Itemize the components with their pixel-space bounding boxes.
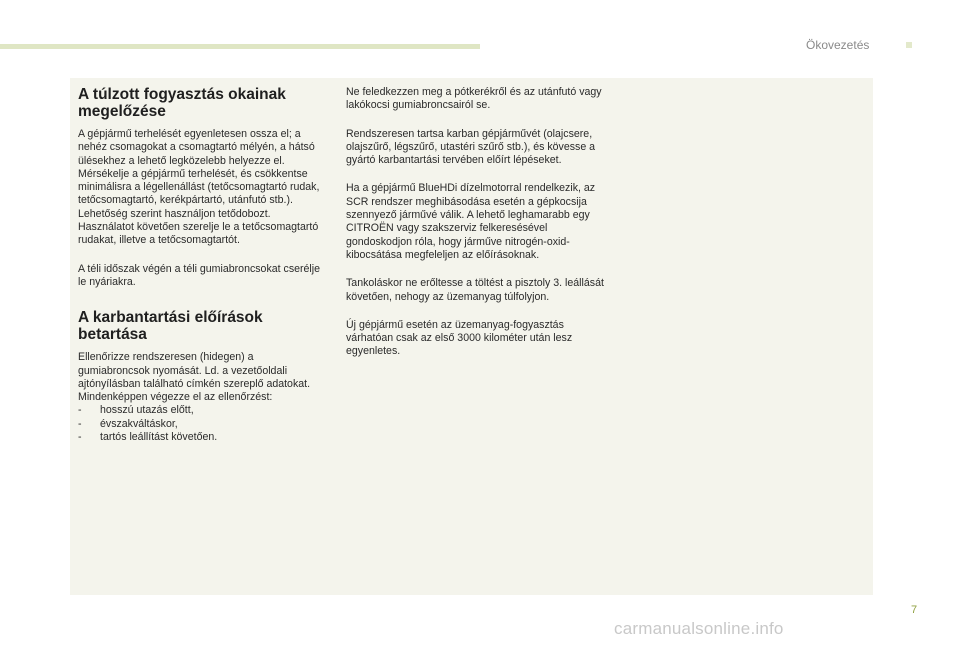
right-column [346,86,606,374]
section-title: Ökovezetés [806,38,870,52]
paragraph-winter-tyres: A téli időszak végén a téli gumiabroncsokat cserélje le nyáriakra. [78,262,321,288]
watermark: carmanualsonline.info [614,619,784,638]
check-list [78,404,328,444]
list-item: - tartós leállítást követően. [78,431,218,444]
list-item: - hosszú utazás előtt, [78,404,194,417]
heading-maintenance: A karbantartási előírások betartása [78,309,263,344]
page-number: 7 [911,604,918,616]
list-item: - évszakváltáskor, [78,417,178,430]
header-square-marker [906,42,912,48]
content-panel [70,78,873,595]
paragraph-check-when: Mindenképpen végezze el az ellenőrzést: [78,391,273,404]
paragraph-bluehdi-scr: Ha a gépjármű BlueHDi dízelmotorral rendelkezik, az SCR rendszer meghibásodása esetén a gépkocsija szennyező járművé válik. A lehető leghamarabb egy CITROËN vagy szakszerviz felkeresésével gondoskodjon róla, hogy járműve nitrogén-oxid-kibocsátása megfeleljen az előírásoknak. [346,182,596,261]
paragraph-remove-roof-bars: Használatot követően szerelje le a tetőcsomagtartó rudakat, illetve a tetőcsomagtartót. [78,221,319,247]
paragraph-spare-wheel: Ne feledkezzen meg a pótkerékről és az utánfutó vagy lakókocsi gumiabroncsairól se. [346,86,602,112]
paragraph-load-distribution: A gépjármű terhelését egyenletesen ossza el; a nehéz csomagokat a csomagtartó mélyén, a hátsó ülésekhez a lehető legközelebb helyezze el. [78,128,315,167]
paragraph-new-vehicle: Új gépjármű esetén az üzemanyag-fogyasztás várhatóan csak az első 3000 kilométer után lesz egyenletes. [346,318,573,358]
header-accent-bar [0,44,480,49]
paragraph-regular-service: Rendszeresen tartsa karban gépjárművét (olajcsere, olajszűrő, légszűrő, utastéri szűrő stb.), és kövesse a gyártó karbantartási tervében előírt lépéseket. [346,127,596,167]
paragraph-reduce-load: Mérsékelje a gépjármű terhelését, és csökkentse minimálisra a légellenállást (tetőcsomagtartó rudak, tetőcsomagtartó, kerékpártartó, utánfutó stb.). Lehetőség szerint használjon tetődobozt. [78,167,320,220]
left-column [78,86,328,444]
paragraph-tyre-pressure: Ellenőrizze rendszeresen (hidegen) a gumiabroncsok nyomását. Ld. a vezetőoldali ajtónyílásban található címkén szereplő adatokat. [78,351,311,390]
heading-excess-consumption: A túlzott fogyasztás okainak megelőzése [78,86,286,120]
paragraph-refuelling: Tankoláskor ne erőltesse a töltést a pisztoly 3. leállását követően, nehogy az üzemanyag túlfolyjon. [346,277,604,303]
